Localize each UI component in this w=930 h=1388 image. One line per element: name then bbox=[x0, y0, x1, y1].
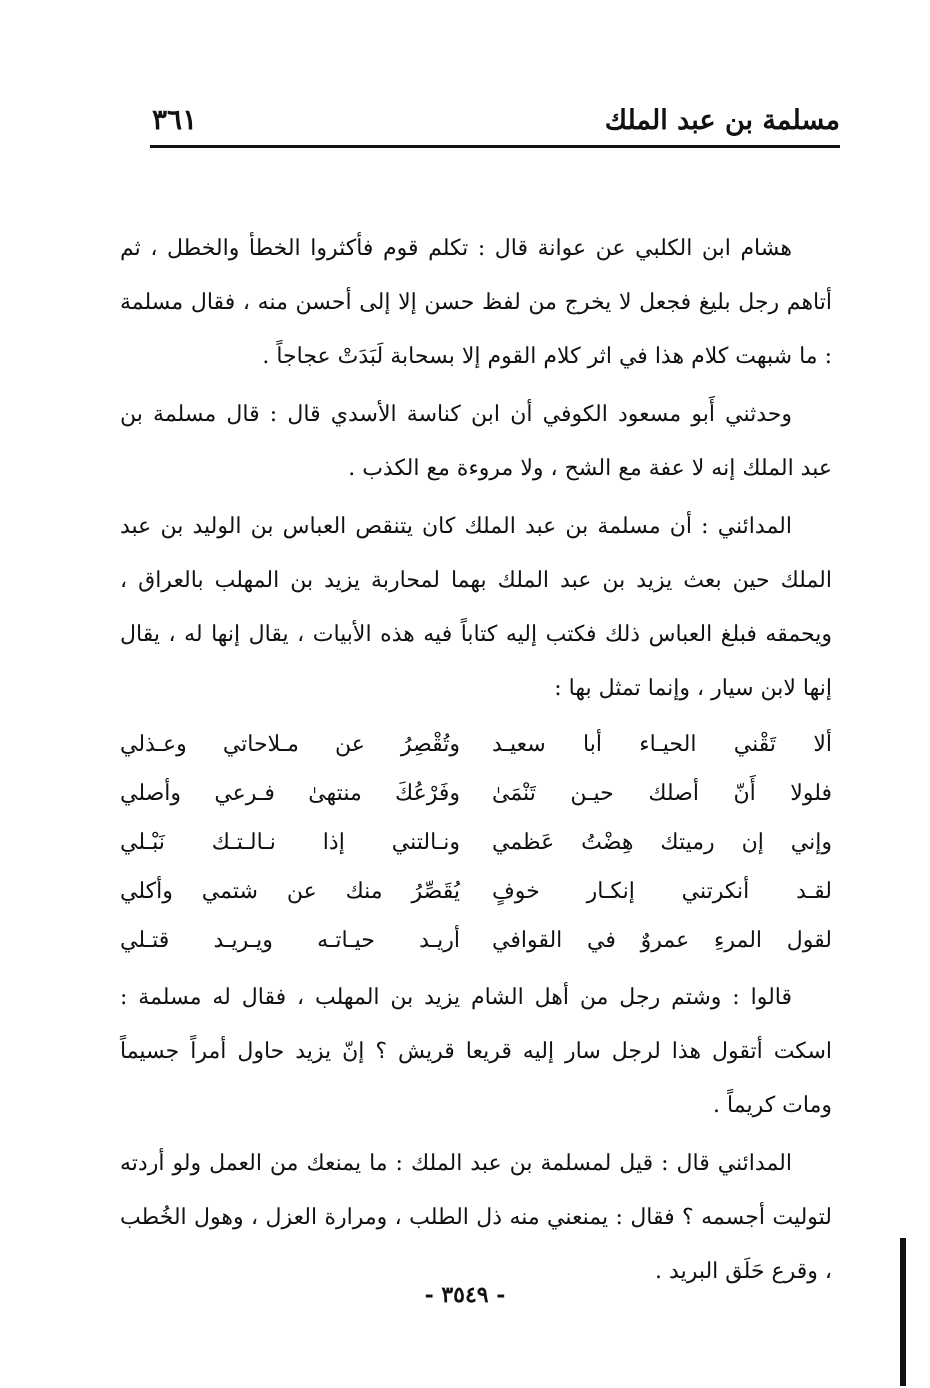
page-header bbox=[150, 95, 840, 148]
paragraph: المدائني قال : قيل لمسلمة بن عبد الملك : ما يمنعك من العمل ولو أردته لتوليت أجسمه ؟ فقال : يمنعني منه ذل الطلب ، ومرارة العزل ، وهول الخُطب ، وقرع حَلَق البريد . bbox=[120, 1151, 832, 1284]
paragraph: هشام ابن الكلبي عن عوانة قال : تكلم قوم فأكثروا الخطأ والخطل ، ثم أتاهم رجل بليغ فجعل لا يخرج من لفظ حسن إلا إلى أحسن منه ، فقال مسلمة : ما شبهت كلام هذا في اثر كلام القوم إلا بسحابة لَبَدَتْ عجاجاً . bbox=[120, 236, 832, 369]
verse-second-hemistich: وفَرْعُكَ منتهىٰ فـرعي وأصلي bbox=[120, 781, 460, 806]
poem bbox=[120, 720, 832, 965]
poem-verse bbox=[120, 916, 832, 965]
verse-first-hemistich: لقـد أنكرتني إنكـار خوفٍ bbox=[492, 879, 832, 904]
verse-first-hemistich: لقول المرءِ عمروٌ في القوافي bbox=[492, 928, 832, 953]
verse-second-hemistich: أريـد حيـاتـه ويـريـد قتـلي bbox=[120, 928, 460, 953]
verse-first-hemistich: وإني إن رميتك هِضْتُ عَظمي bbox=[492, 830, 832, 855]
verse-second-hemistich: وتُقْصِرُ عن مـلاحاتي وعـذلي bbox=[120, 732, 460, 757]
margin-scan-mark bbox=[900, 1238, 906, 1386]
paragraph: المدائني : أن مسلمة بن عبد الملك كان يتنقص العباس بن الوليد بن عبد الملك حين بعث يزيد بن عبد الملك بهما لمحاربة يزيد بن المهلب بالعراق ، ويحمقه فبلغ العباس ذلك فكتب إليه كتاباً فيه هذه الأبيات ، يقال إنها له ، يقال إنها لابن سيار ، وإنما تمثل بها : bbox=[120, 514, 832, 701]
body-text bbox=[120, 222, 832, 1303]
paragraph: وحدثني أَبو مسعود الكوفي أن ابن كناسة الأسدي قال : قال مسلمة بن عبد الملك إنه لا عفة مع الشح ، ولا مروءة مع الكذب . bbox=[120, 402, 832, 481]
verse-second-hemistich: ونـالتني إذا نـالـتـك نَبْـلي bbox=[120, 830, 460, 855]
running-title: مسلمة بن عبد الملك bbox=[604, 105, 840, 136]
verse-first-hemistich: فلولا أَنّ أصلك حيـن تَنْمَىٰ bbox=[492, 781, 832, 806]
poem-verse bbox=[120, 720, 832, 769]
footer-page-number: - ٣٥٤٩ - bbox=[424, 1282, 506, 1308]
verse-first-hemistich: ألا تَقْني الحيـاء أبا سعيـد bbox=[492, 732, 832, 757]
poem-verse bbox=[120, 769, 832, 818]
page-number: ٣٦١ bbox=[152, 103, 198, 136]
verse-second-hemistich: يُقَصِّرُ منك عن شتمي وأكلي bbox=[120, 879, 460, 904]
paragraph: قالوا : وشتم رجل من أهل الشام يزيد بن المهلب ، فقال له مسلمة : اسكت أتقول هذا لرجل سار إليه قريعا قريش ؟ إنّ يزيد حاول أمراً جسيماً ومات كريماً . bbox=[120, 985, 832, 1118]
poem-verse bbox=[120, 818, 832, 867]
poem-verse bbox=[120, 867, 832, 916]
